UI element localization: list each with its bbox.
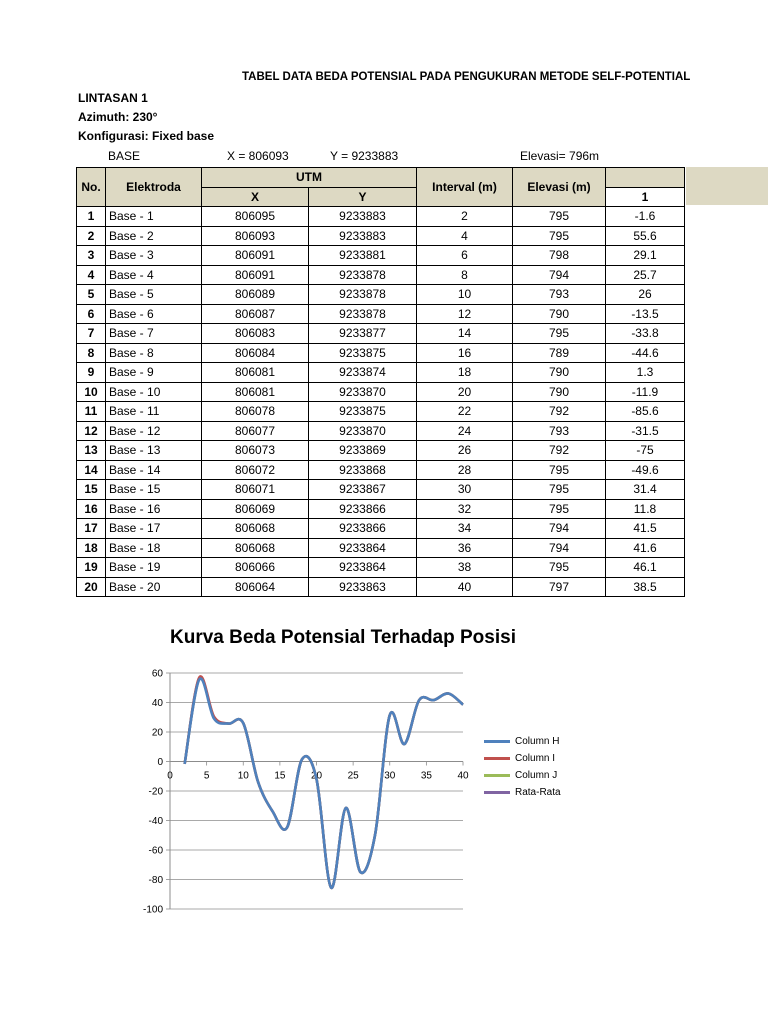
- cell-utm-y: 9233869: [309, 441, 417, 461]
- cell-value-1: 41.5: [606, 519, 685, 539]
- line-chart: [100, 660, 472, 918]
- cell-elektroda: Base - 8: [106, 343, 202, 363]
- legend-item: [484, 767, 561, 784]
- y-tick-label: 60: [151, 668, 163, 680]
- cell-utm-x: 806087: [202, 304, 309, 324]
- cell-interval: 12: [417, 304, 513, 324]
- cell-value-1: -31.5: [606, 421, 685, 441]
- legend-swatch: [484, 740, 510, 743]
- cell-utm-x: 806072: [202, 460, 309, 480]
- legend-item: [484, 750, 561, 767]
- konfigurasi-label: Konfigurasi: Fixed base: [78, 129, 215, 143]
- cell-elevasi: 795: [513, 499, 606, 519]
- x-tick-label: 15: [274, 770, 286, 782]
- azimuth-label: Azimuth: 230°: [78, 110, 158, 124]
- cell-interval: 28: [417, 460, 513, 480]
- cell-utm-y: 9233874: [309, 363, 417, 383]
- header-no: No.: [77, 168, 106, 207]
- cell-elektroda: Base - 2: [106, 226, 202, 246]
- cell-utm-x: 806077: [202, 421, 309, 441]
- data-table: [76, 167, 685, 597]
- cell-interval: 18: [417, 363, 513, 383]
- cell-value-1: -13.5: [606, 304, 685, 324]
- y-tick-label: 0: [157, 757, 163, 768]
- series-line-column-i: [185, 676, 463, 888]
- header-elevasi: Elevasi (m): [513, 168, 606, 207]
- y-tick-label: -80: [148, 875, 163, 886]
- cell-elevasi: 794: [513, 538, 606, 558]
- y-tick-label: -60: [148, 845, 163, 857]
- cell-utm-y: 9233866: [309, 519, 417, 539]
- cell-elektroda: Base - 11: [106, 402, 202, 422]
- cell-interval: 32: [417, 499, 513, 519]
- cell-utm-x: 806084: [202, 343, 309, 363]
- table-row: [77, 343, 685, 363]
- cell-elevasi: 797: [513, 577, 606, 597]
- x-tick-label: 35: [420, 770, 432, 782]
- cell-elevasi: 789: [513, 343, 606, 363]
- series-line-column-h: [185, 679, 463, 888]
- header-utm: UTM: [202, 168, 417, 188]
- cell-no: 12: [77, 421, 106, 441]
- cell-no: 4: [77, 265, 106, 285]
- cell-elektroda: Base - 3: [106, 246, 202, 266]
- cell-elektroda: Base - 1: [106, 207, 202, 227]
- cell-no: 14: [77, 460, 106, 480]
- cell-value-1: 55.6: [606, 226, 685, 246]
- cell-elevasi: 793: [513, 421, 606, 441]
- cell-value-1: 31.4: [606, 480, 685, 500]
- cell-value-1: -49.6: [606, 460, 685, 480]
- cell-no: 18: [77, 538, 106, 558]
- cell-elevasi: 793: [513, 285, 606, 305]
- table-row: [77, 285, 685, 305]
- y-tick-label: 40: [151, 698, 163, 709]
- cell-no: 15: [77, 480, 106, 500]
- header-y: Y: [309, 187, 417, 207]
- series-line-rata-rata: [185, 677, 463, 888]
- table-row: [77, 480, 685, 500]
- cell-no: 13: [77, 441, 106, 461]
- cell-utm-y: 9233878: [309, 304, 417, 324]
- cell-utm-x: 806091: [202, 246, 309, 266]
- cell-utm-x: 806083: [202, 324, 309, 344]
- cell-interval: 24: [417, 421, 513, 441]
- lintasan-label: LINTASAN 1: [78, 91, 148, 105]
- cell-elektroda: Base - 10: [106, 382, 202, 402]
- cell-interval: 2: [417, 207, 513, 227]
- cell-utm-y: 9233881: [309, 246, 417, 266]
- cell-elevasi: 790: [513, 363, 606, 383]
- base-label: BASE: [108, 149, 141, 163]
- cell-elevasi: 795: [513, 207, 606, 227]
- cell-no: 2: [77, 226, 106, 246]
- table-title: TABEL DATA BEDA POTENSIAL PADA PENGUKURAN METODE SELF-POTENTIAL: [242, 71, 691, 83]
- table-row: [77, 558, 685, 578]
- legend-label: Column J: [515, 770, 558, 781]
- y-tick-label: -20: [148, 786, 163, 798]
- cell-interval: 22: [417, 402, 513, 422]
- x-tick-label: 25: [347, 770, 359, 782]
- chart-series: [185, 676, 463, 888]
- cell-no: 6: [77, 304, 106, 324]
- header-col-1: 1: [606, 187, 685, 207]
- cell-elevasi: 798: [513, 246, 606, 266]
- base-elevation: Elevasi= 796m: [520, 149, 600, 163]
- cell-utm-y: 9233868: [309, 460, 417, 480]
- chart-title: Kurva Beda Potensial Terhadap Posisi: [170, 627, 516, 648]
- x-tick-label: 0: [167, 770, 173, 782]
- cell-elevasi: 795: [513, 324, 606, 344]
- cell-interval: 16: [417, 343, 513, 363]
- x-tick-label: 5: [203, 770, 210, 782]
- cell-utm-x: 806068: [202, 538, 309, 558]
- cell-utm-y: 9233866: [309, 499, 417, 519]
- cell-elektroda: Base - 9: [106, 363, 202, 383]
- cell-utm-x: 806064: [202, 577, 309, 597]
- cell-no: 8: [77, 343, 106, 363]
- cell-no: 1: [77, 207, 106, 227]
- cell-utm-y: 9233878: [309, 285, 417, 305]
- cell-interval: 38: [417, 558, 513, 578]
- cell-elektroda: Base - 18: [106, 538, 202, 558]
- cell-value-1: 46.1: [606, 558, 685, 578]
- table-row: [77, 538, 685, 558]
- cell-value-1: -85.6: [606, 402, 685, 422]
- cell-value-1: 29.1: [606, 246, 685, 266]
- cell-interval: 14: [417, 324, 513, 344]
- legend-swatch: [484, 774, 510, 777]
- cell-utm-y: 9233883: [309, 207, 417, 227]
- y-tick-label: 20: [151, 727, 163, 739]
- cell-elektroda: Base - 15: [106, 480, 202, 500]
- cell-value-1: -44.6: [606, 343, 685, 363]
- cell-value-1: 41.6: [606, 538, 685, 558]
- cell-value-1: 11.8: [606, 499, 685, 519]
- base-y: Y = 9233883: [330, 149, 399, 163]
- x-tick-labels: [167, 771, 469, 782]
- cell-utm-y: 9233877: [309, 324, 417, 344]
- y-tick-label: -100: [142, 904, 163, 916]
- table-row: [77, 382, 685, 402]
- cell-utm-y: 9233870: [309, 421, 417, 441]
- y-tick-label: -40: [148, 816, 163, 827]
- legend-label: Rata-Rata: [515, 787, 561, 798]
- cell-no: 19: [77, 558, 106, 578]
- cell-elektroda: Base - 7: [106, 324, 202, 344]
- cell-elektroda: Base - 20: [106, 577, 202, 597]
- header-x: X: [202, 187, 309, 207]
- cell-utm-x: 806073: [202, 441, 309, 461]
- cell-utm-x: 806069: [202, 499, 309, 519]
- cell-utm-x: 806066: [202, 558, 309, 578]
- x-tick-label: 10: [237, 770, 249, 782]
- cell-value-1: -1.6: [606, 207, 685, 227]
- cell-utm-y: 9233864: [309, 538, 417, 558]
- cell-elevasi: 794: [513, 519, 606, 539]
- chart-gridlines: [170, 673, 463, 909]
- cell-no: 11: [77, 402, 106, 422]
- cell-utm-y: 9233870: [309, 382, 417, 402]
- legend-item: [484, 784, 561, 801]
- cell-utm-y: 9233875: [309, 402, 417, 422]
- base-x: X = 806093: [227, 149, 289, 163]
- legend-label: Column I: [515, 753, 556, 764]
- cell-value-1: -33.8: [606, 324, 685, 344]
- cell-elektroda: Base - 4: [106, 265, 202, 285]
- table-row: [77, 265, 685, 285]
- cell-utm-y: 9233863: [309, 577, 417, 597]
- cell-no: 20: [77, 577, 106, 597]
- chart-legend: [484, 733, 561, 801]
- table-row: [77, 246, 685, 266]
- cell-value-1: -75: [606, 441, 685, 461]
- cell-interval: 26: [417, 441, 513, 461]
- table-row: [77, 577, 685, 597]
- cell-utm-x: 806093: [202, 226, 309, 246]
- cell-elevasi: 790: [513, 382, 606, 402]
- cell-no: 16: [77, 499, 106, 519]
- series-line-column-j: [185, 677, 463, 888]
- header-elektroda: Elektroda: [106, 168, 202, 207]
- cell-utm-x: 806078: [202, 402, 309, 422]
- cell-elektroda: Base - 19: [106, 558, 202, 578]
- legend-label: Column H: [515, 736, 560, 747]
- y-tick-labels: [143, 669, 163, 916]
- table-row: [77, 304, 685, 324]
- table-row: [77, 207, 685, 227]
- cell-utm-x: 806089: [202, 285, 309, 305]
- cell-elevasi: 794: [513, 265, 606, 285]
- cell-value-1: 26: [606, 285, 685, 305]
- legend-item: [484, 733, 561, 750]
- cell-elektroda: Base - 5: [106, 285, 202, 305]
- cell-elektroda: Base - 17: [106, 519, 202, 539]
- cell-interval: 8: [417, 265, 513, 285]
- cell-no: 17: [77, 519, 106, 539]
- cell-utm-y: 9233883: [309, 226, 417, 246]
- table-row: [77, 324, 685, 344]
- table-row: [77, 519, 685, 539]
- header-fill-strip: [686, 167, 768, 205]
- cell-interval: 10: [417, 285, 513, 305]
- cell-interval: 4: [417, 226, 513, 246]
- legend-swatch: [484, 791, 510, 794]
- cell-value-1: 1.3: [606, 363, 685, 383]
- x-tick-label: 30: [384, 770, 396, 782]
- cell-value-1: 25.7: [606, 265, 685, 285]
- cell-no: 10: [77, 382, 106, 402]
- legend-swatch: [484, 757, 510, 760]
- cell-utm-x: 806071: [202, 480, 309, 500]
- cell-elektroda: Base - 13: [106, 441, 202, 461]
- table-row: [77, 460, 685, 480]
- x-tick-label: 40: [457, 770, 469, 782]
- cell-elevasi: 795: [513, 460, 606, 480]
- cell-elektroda: Base - 12: [106, 421, 202, 441]
- table-row: [77, 499, 685, 519]
- cell-value-1: 38.5: [606, 577, 685, 597]
- header-blank: [606, 168, 685, 188]
- cell-utm-x: 806081: [202, 363, 309, 383]
- cell-utm-x: 806095: [202, 207, 309, 227]
- header-interval: Interval (m): [417, 168, 513, 207]
- cell-elevasi: 792: [513, 402, 606, 422]
- cell-interval: 6: [417, 246, 513, 266]
- cell-no: 3: [77, 246, 106, 266]
- cell-interval: 34: [417, 519, 513, 539]
- table-row: [77, 363, 685, 383]
- cell-utm-x: 806091: [202, 265, 309, 285]
- cell-utm-x: 806081: [202, 382, 309, 402]
- cell-utm-y: 9233878: [309, 265, 417, 285]
- cell-elektroda: Base - 6: [106, 304, 202, 324]
- cell-elevasi: 795: [513, 226, 606, 246]
- cell-utm-x: 806068: [202, 519, 309, 539]
- cell-interval: 40: [417, 577, 513, 597]
- cell-interval: 30: [417, 480, 513, 500]
- cell-no: 7: [77, 324, 106, 344]
- cell-utm-y: 9233864: [309, 558, 417, 578]
- table-row: [77, 421, 685, 441]
- cell-elevasi: 792: [513, 441, 606, 461]
- cell-elektroda: Base - 16: [106, 499, 202, 519]
- table-row: [77, 441, 685, 461]
- table-row: [77, 226, 685, 246]
- cell-utm-y: 9233875: [309, 343, 417, 363]
- cell-elektroda: Base - 14: [106, 460, 202, 480]
- cell-interval: 20: [417, 382, 513, 402]
- cell-no: 9: [77, 363, 106, 383]
- cell-no: 5: [77, 285, 106, 305]
- cell-interval: 36: [417, 538, 513, 558]
- cell-value-1: -11.9: [606, 382, 685, 402]
- cell-elevasi: 795: [513, 480, 606, 500]
- cell-utm-y: 9233867: [309, 480, 417, 500]
- cell-elevasi: 795: [513, 558, 606, 578]
- cell-elevasi: 790: [513, 304, 606, 324]
- table-row: [77, 402, 685, 422]
- x-tick-label: 20: [310, 770, 323, 782]
